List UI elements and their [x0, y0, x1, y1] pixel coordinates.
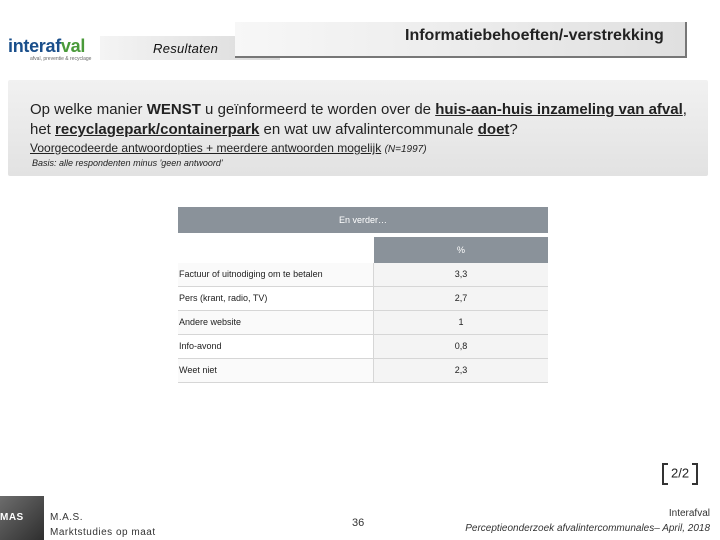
row-value: 2,3 [374, 359, 548, 382]
row-label: Weet niet [178, 359, 374, 382]
question-subtext [30, 141, 427, 155]
table-row [178, 311, 548, 335]
logo-text-main: interaf [8, 36, 61, 56]
footer-right [430, 506, 710, 536]
section-label: Resultaten [153, 41, 219, 56]
page-indicator-text: 2/2 [671, 465, 690, 481]
row-label: Factuur of uitnodiging om te betalen [178, 263, 374, 286]
column-header-percent: % [374, 237, 548, 263]
basis-note: Basis: alle respondenten minus 'geen antwoord' [32, 158, 223, 168]
answer-options-note: Voorgecodeerde antwoordopties + meerdere antwoorden mogelijk [30, 141, 382, 155]
table-title: En verder… [178, 207, 548, 233]
logo-tagline: afval, preventie & recyclage [30, 56, 92, 62]
question-link-doet: doet [477, 121, 510, 138]
table-row [178, 335, 548, 359]
left-bracket-icon [662, 463, 668, 485]
company-name [50, 510, 156, 540]
table-header-row [178, 237, 548, 263]
right-bracket-icon [692, 463, 698, 485]
row-value: 1 [374, 311, 548, 334]
company-line1: M.A.S. [50, 512, 84, 523]
results-table [178, 207, 548, 383]
sample-size: (N=1997) [384, 144, 427, 155]
question-text: Op welke manier WENST u geïnformeerd te worden over de huis-aan-huis inzameling van afval, het recyclagepark/containerpark en wat uw afvalintercommunale doet? [30, 101, 687, 138]
page-number: 36 [352, 517, 365, 529]
logo-text-accent: val [60, 36, 86, 56]
mas-logo-letters: MAS [0, 512, 24, 523]
row-label: Andere website [178, 311, 374, 334]
question-emphasis: WENST [146, 101, 201, 118]
question-link-inzameling: huis-aan-huis inzameling van afval [435, 101, 683, 118]
row-label: Info-avond [178, 335, 374, 358]
page-title: Informatiebehoeften/-verstrekking [405, 27, 664, 44]
interafval-logo [8, 36, 98, 66]
table-row [178, 287, 548, 311]
row-label: Pers (krant, radio, TV) [178, 287, 374, 310]
company-line2: Marktstudies op maat [50, 527, 156, 538]
row-value: 3,3 [374, 263, 548, 286]
question-link-recyclagepark: recyclagepark/containerpark [55, 121, 260, 138]
table-row [178, 263, 548, 287]
table-row [178, 359, 548, 383]
page-indicator [662, 463, 698, 485]
report-name: Perceptieonderzoek afvalintercommunales– April, 2018 [465, 523, 710, 534]
row-value: 0,8 [374, 335, 548, 358]
row-value: 2,7 [374, 287, 548, 310]
client-name: Interafval [668, 508, 710, 519]
